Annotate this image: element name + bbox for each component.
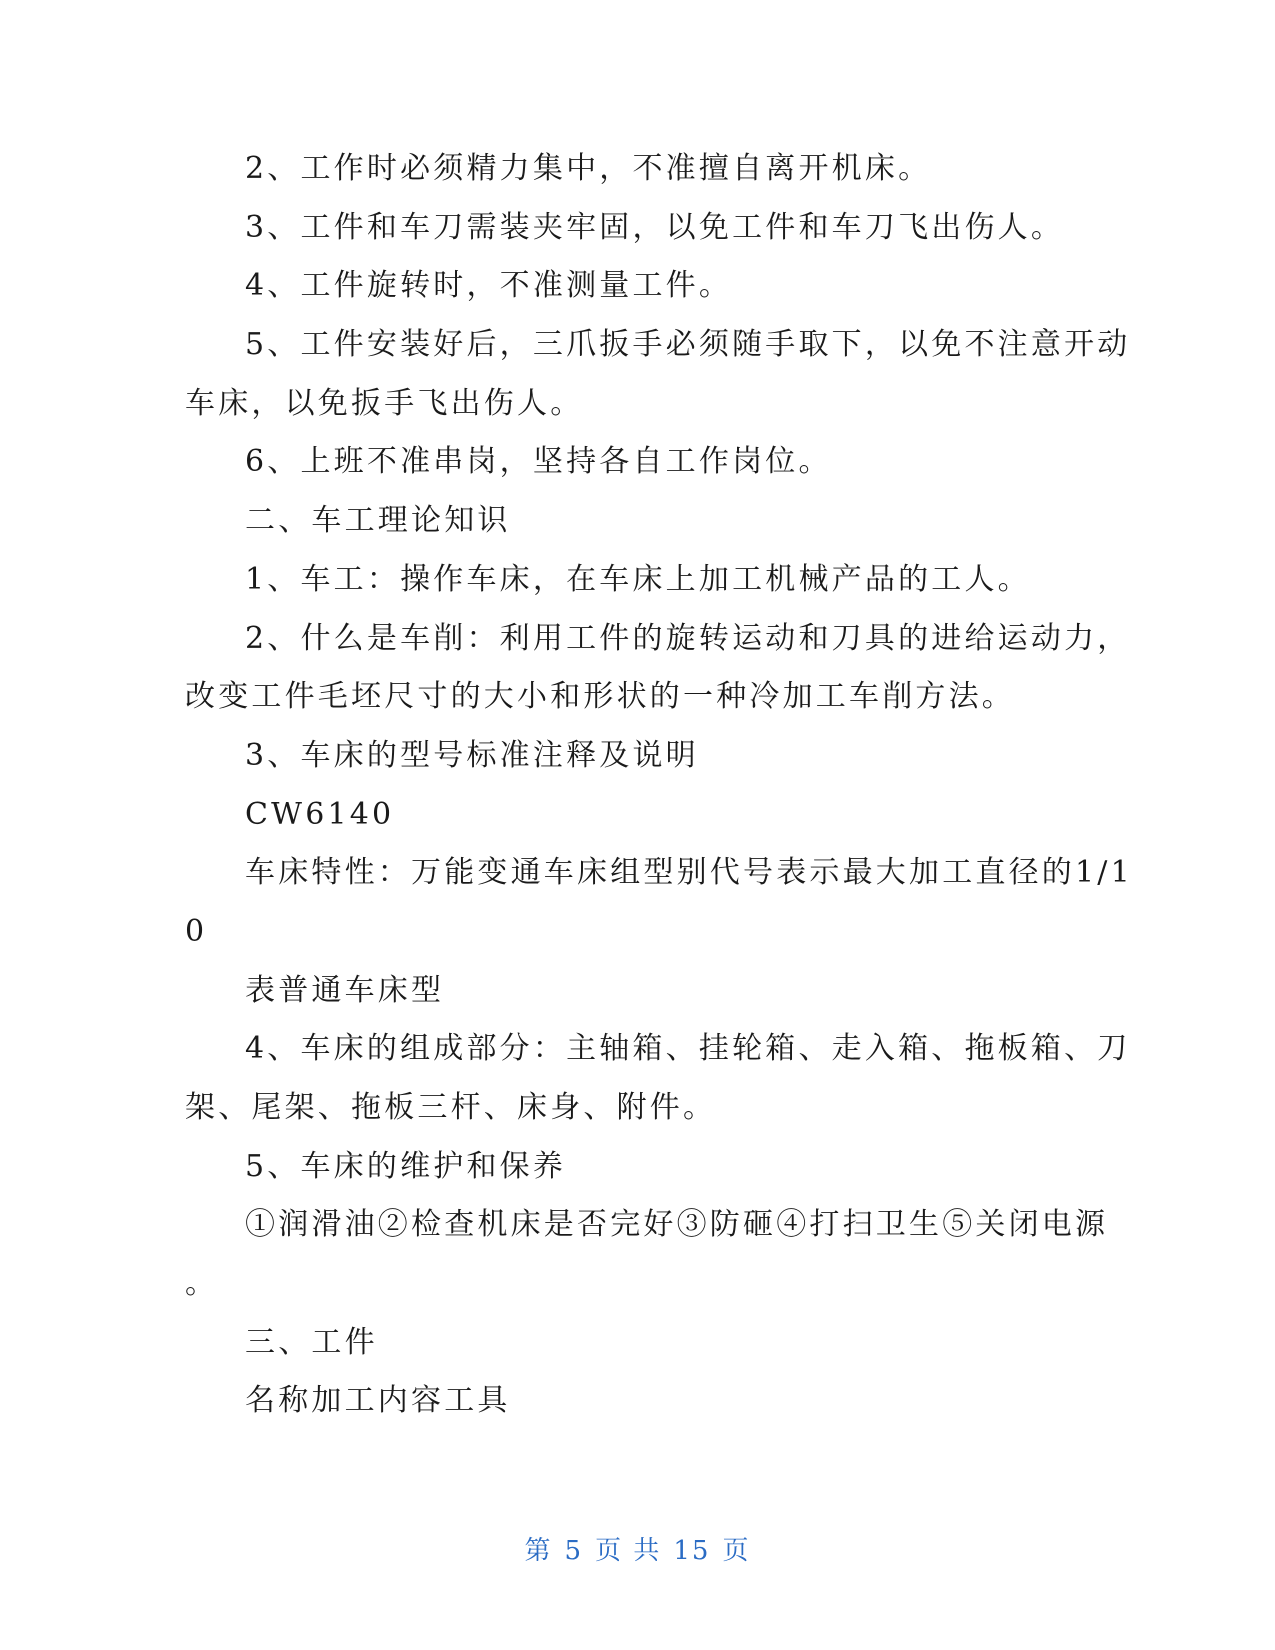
footer-middle: 页 共 [595,1536,662,1566]
total-pages-number: 15 [673,1536,711,1566]
section-heading: 三、工件 [245,1324,378,1360]
text-line: 5、车床的维护和保养 [245,1148,567,1184]
text-line: 1、车工：操作车床，在车床上加工机械产品的工人。 [245,561,1031,597]
text-line: 车床特性：万能变通车床组型别代号表示最大加工直径的1/1 [245,855,1133,891]
text-line: ①润滑油②检查机床是否完好③防砸④打扫卫生⑤关闭电源 [245,1207,1109,1243]
text-line: 3、工件和车刀需装夹牢固，以免工件和车刀飞出伤人。 [245,209,1065,245]
text-line: 2、工作时必须精力集中，不准擅自离开机床。 [245,151,932,186]
text-line: 架、尾架、拖板三杆、床身、附件。 [185,1090,717,1125]
text-line: 名称加工内容工具 [245,1383,511,1419]
section-heading: 二、车工理论知识 [245,503,511,539]
text-line: 0 [185,913,208,949]
text-line: 车床，以免扳手飞出伤人。 [185,385,584,421]
page-number-footer [0,1530,1275,1567]
text-line: 。 [185,1266,219,1302]
text-line: 4、车床的组成部分：主轴箱、挂轮箱、走入箱、拖板箱、刀 [245,1031,1131,1067]
text-line: 3、车床的型号标准注释及说明 [245,737,699,773]
text-line: 4、工件旋转时，不准测量工件。 [245,268,733,304]
footer-suffix: 页 [722,1536,751,1566]
text-line: 改变工件毛坯尺寸的大小和形状的一种冷加工车削方法。 [185,679,1015,715]
text-line: 2、什么是车削：利用工件的旋转运动和刀具的进给运动力， [245,620,1131,656]
text-line: 5、工件安装好后，三爪扳手必须随手取下，以免不注意开动 [245,327,1131,363]
footer-prefix: 第 [524,1536,553,1566]
document-body [185,140,1133,1431]
text-line: CW6140 [245,796,395,832]
current-page-number: 5 [564,1536,584,1566]
text-line: 表普通车床型 [245,972,445,1008]
text-line: 6、上班不准串岗，坚持各自工作岗位。 [245,444,832,480]
